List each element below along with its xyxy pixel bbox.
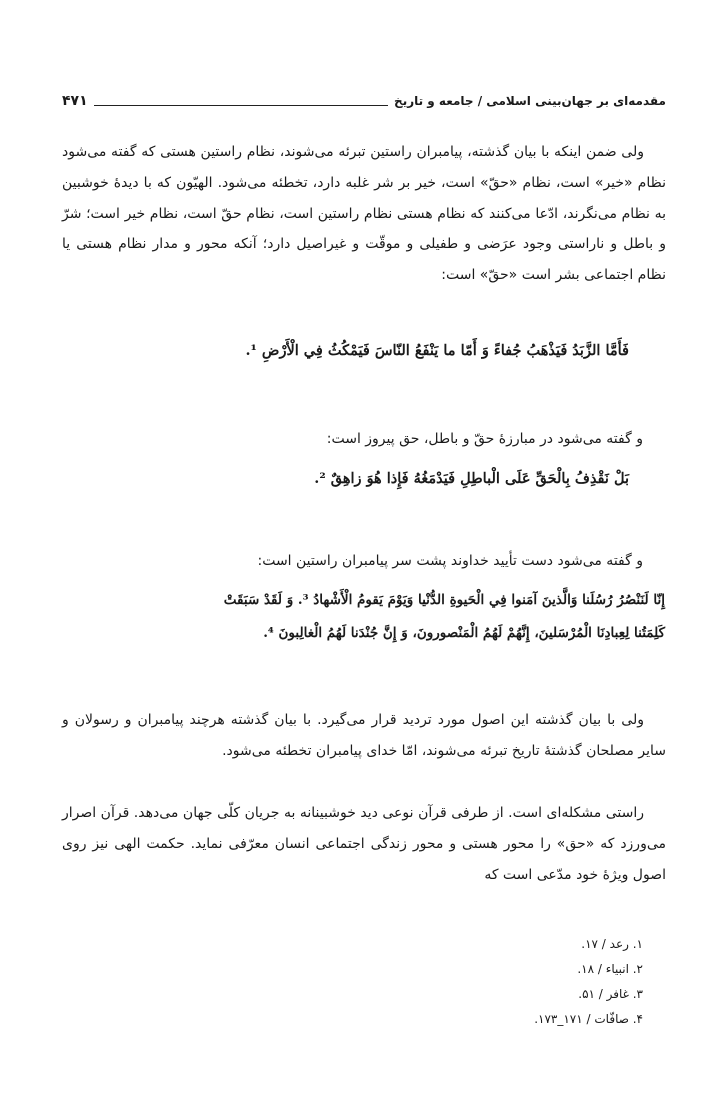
footnote-1: ۱. رعد / ۱۷.	[581, 937, 643, 951]
header-rule	[94, 105, 388, 106]
quran-verse-3-line-1: إِنّا لَنَنْصُرُ رُسُلَنا وَالَّذينَ آمَنوا فِي الْحَيوةِ الدُّنْيا وَيَوْمَ يَقومُ الْأَشْهادُ ³. وَ لَقَدْ سَبَقَتْ	[223, 592, 665, 608]
paragraph-4: ولی با بیان گذشته این اصول مورد تردید قرار می‌گیرد. با بیان گذشته هرچند پیامبران و رسولان و سایر مصلحان گذشتهٔ تاریخ تبرئه می‌شوند، امّا خدای پیامبران تخطئه می‌شود.	[62, 712, 666, 759]
quran-verse-1: فَأَمَّا الزَّبَدُ فَيَذْهَبُ جُفاءً وَ أَمّا ما يَنْفَعُ النّاسَ فَيَمْكُثُ فِي الْأَرْضِ ¹.	[245, 342, 629, 359]
footnote-4: ۴. صافّات / ۱۷۱_۱۷۳.	[534, 1012, 643, 1026]
running-header	[62, 86, 666, 116]
quran-verse-3-line-2: كَلِمَتُنا لِعِبادِنَا الْمُرْسَلينَ، إِنَّهُمْ لَهُمُ الْمَنْصورونَ، وَ إِنَّ جُنْدَنا لَهُمُ الْغالِبونَ ⁴.	[263, 625, 665, 641]
paragraph-2: و گفته می‌شود در مبارزهٔ حقّ و باطل، حق پیروز است:	[326, 431, 643, 447]
footnote-2: ۲. انبیاء / ۱۸.	[577, 962, 643, 976]
paragraph-1: ولی ضمن اینکه با بیان گذشته، پیامبران راستین تبرئه می‌شوند، نظام راستین هستی که گفته می‌شود نظام «خیر» است، نظام «حقّ» است، خیر بر شر غلبه دارد، تخطئه می‌شود. الهیّون که با دیدهٔ خوشبین به نظام می‌نگرند، ادّعا می‌کنند که نظام هستی نظام راستین است، نظام حقّ است، نظام خیر است؛ شرّ و باطل و ناراستی وجود عرَضی و طفیلی و موقّت و غیراصیل دارد؛ آنکه محور و مدار نظام هستی یا نظام اجتماعی بشر است «حقّ» است:	[62, 144, 666, 284]
footnotes	[534, 932, 643, 1032]
paragraph-5: راستی مشکله‌ای است. از طرفی قرآن نوعی دید خوشبینانه به جریان کلّی جهان می‌دهد. قرآن اصرار می‌ورزد که «حق» را محور هستی و محور زندگی اجتماعی انسان معرّفی نماید. حکمت الهی نیز روی اصول ویژهٔ خود مدّعی است که	[62, 805, 666, 883]
quran-verse-2: بَلْ نَقْذِفُ بِالْحَقِّ عَلَى الْباطِلِ فَيَدْمَغُهُ فَإِذا هُوَ زاهِقٌ ².	[314, 470, 629, 487]
page-number: ۴۷۱	[62, 93, 88, 109]
footnote-3: ۳. غافر / ۵۱.	[578, 987, 643, 1001]
header-title: مقدمه‌ای بر جهان‌بینی اسلامی / جامعه و تاریخ	[394, 94, 666, 108]
paragraph-3: و گفته می‌شود دست تأیید خداوند پشت سر پیامبران راستین است:	[257, 553, 643, 569]
